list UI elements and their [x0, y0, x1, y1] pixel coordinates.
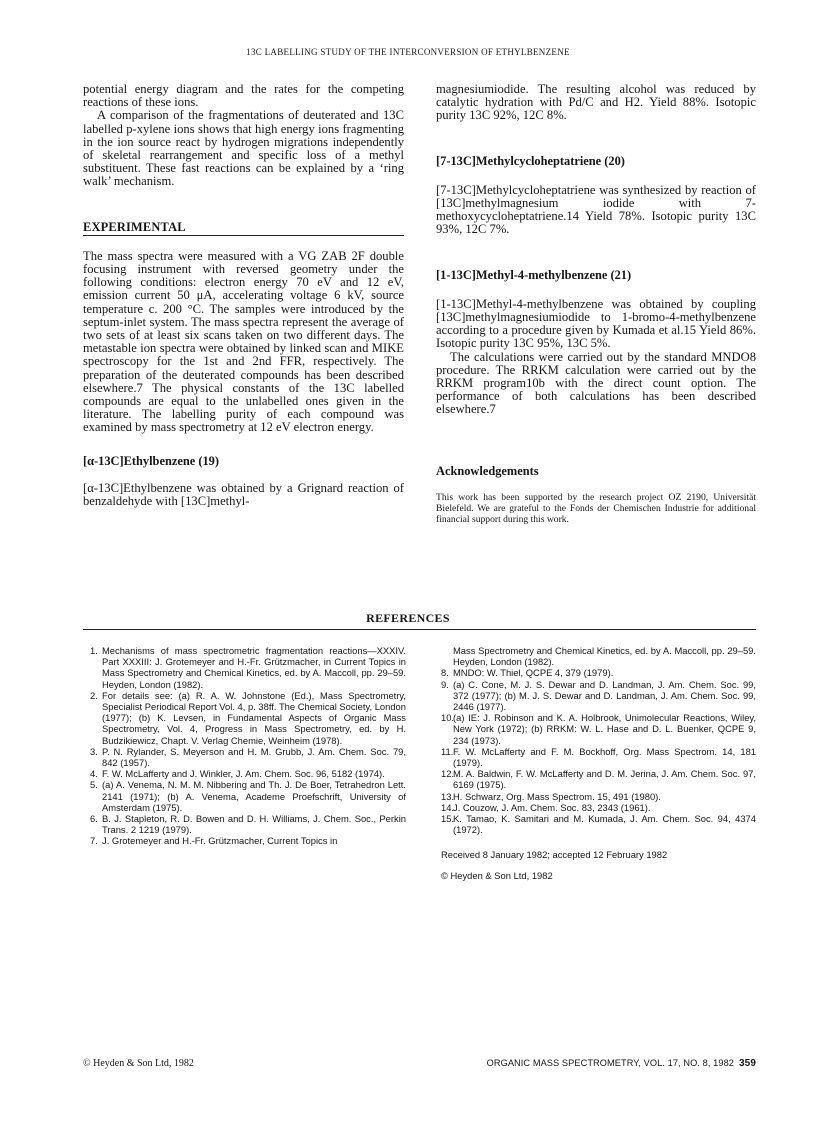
acknowledgements-text: This work has been supported by the research project OZ 2190, Universität Bielefeld. We are grateful to the Fonds der Chemischen Industrie for additional financial support during this work.: [436, 491, 756, 526]
reference-item: 5. (a) A. Venema, N. M. M. Nibbering and Th. J. De Boer, Tetrahedron Lett. 2141 (1971); (b) A. Venema, Academe Proefschrift, University of Amsterdam (1975).: [90, 779, 406, 813]
divider: [83, 629, 756, 630]
paragraph: [α-13C]Ethylbenzene was obtained by a Grignard reaction of benzaldehyde with [13C]methyl-: [83, 480, 404, 509]
reference-item: 8. MNDO: W. Thiel, QCPE 4, 379 (1979).: [441, 667, 614, 679]
page-number: 359: [739, 1058, 756, 1069]
journal-citation: ORGANIC MASS SPECTROMETRY, VOL. 17, NO. 8, 1982: [486, 1058, 734, 1068]
paragraph: [1-13C]Methyl-4-methylbenzene was obtained by coupling [13C]methylmagnesiumiodide to 1-bromo-4-methylbenzene according to a procedure given by Kumada et al.15 Yield 86%. Isotopic purity 13C 95%, 13C 5%.: [436, 296, 756, 351]
copyright-line: © Heyden & Son Ltd, 1982: [441, 870, 553, 882]
reference-item: 9. (a) C. Cone, M. J. S. Dewar and D. Landman, J. Am. Chem. Soc. 99, 372 (1977); (b) M. J. S. Dewar and D. Landman, J. Am. Chem. Soc. 99, 2446 (1977).: [441, 678, 756, 713]
experimental-heading: EXPERIMENTAL: [83, 221, 404, 236]
received-date: Received 8 January 1982; accepted 12 February 1982: [441, 849, 668, 861]
references-title: REFERENCES: [366, 611, 450, 625]
paragraph: magnesiumiodide. The resulting alcohol was reduced by catalytic hydration with Pd/C and H2. Yield 88%. Isotopic purity 13C 92%, 12C 8%.: [436, 82, 756, 123]
reference-item: 12.M. A. Baldwin, F. W. McLafferty and D. M. Jerina, J. Am. Chem. Soc. 97, 6169 (1975).: [441, 768, 756, 791]
reference-item: 13.H. Schwarz, Org. Mass Spectrom. 15, 491 (1980).: [441, 790, 661, 802]
acknowledgements-heading: Acknowledgements: [436, 463, 539, 478]
reference-item: 1. Mechanisms of mass spectrometric fragmentation reactions—XXXIV. Part XXXIII: J. Grotemeyer and H.-Fr. Grützmacher, in Current Topics in Mass Spectrometry and Chemical Kinetics, ed. by A. Maccoll, pp. 29–59. Heyden, London (1982).: [90, 645, 406, 690]
paragraph: [7-13C]Methylcycloheptatriene was synthesized by reaction of [13C]methylmagnesium iodide with 7-methoxycycloheptatriene.14 Yield 78%. Isotopic purity 13C 93%, 12C 7%.: [436, 182, 756, 237]
reference-continuation: Mass Spectrometry and Chemical Kinetics, ed. by A. Maccoll, pp. 29–59. Heyden, London (1982).: [453, 645, 756, 668]
reference-item: 4. F. W. McLafferty and J. Winkler, J. Am. Chem. Soc. 96, 5182 (1974).: [90, 768, 385, 780]
reference-item: 14.J. Couzow, J. Am. Chem. Soc. 83, 2343 (1961).: [441, 801, 651, 813]
section-heading-methylbenzene: [1-13C]Methyl-4-methylbenzene (21): [436, 267, 632, 282]
paragraph: A comparison of the fragmentations of deuterated and 13C labelled p-xylene ions shows that high energy ions fragmenting in the ion source react by hydrogen migrations independently of skeletal rearrangement and specific loss of a methyl substituent. These fast reactions can be explained by a ‘ring walk’ mechanism.: [83, 108, 404, 189]
reference-item: 11.F. W. McLafferty and F. M. Bockhoff, Org. Mass Spectrom. 14, 181 (1979).: [441, 745, 756, 769]
references-left-column: [90, 645, 406, 847]
reference-item: 2. For details see: (a) R. A. W. Johnstone (Ed.), Mass Spectrometry, Specialist Periodical Report Vol. 4, p. 38ff. The Chemical Society, London (1977); (b) K. Levsen, in Fundamental Aspects of Organic Mass Spectrometry, Vol. 4, Progress in Mass Spectrometry, ed. by H. Budzikiewicz, Chapt. V. Verlag Chemie, Weinheim (1978).: [90, 689, 406, 746]
running-header: 13C LABELLING STUDY OF THE INTERCONVERSION OF ETHYLBENZENE: [246, 47, 570, 57]
reference-item: 15.K. Tamao, K. Samitari and M. Kumada, J. Am. Chem. Soc. 94, 4374 (1972).: [441, 813, 756, 836]
reference-item: 7. J. Grotemeyer and H.-Fr. Grützmacher, Current Topics in: [90, 835, 338, 847]
experimental-paragraph: The mass spectra were measured with a VG ZAB 2F double focusing instrument with reversed geometry under the following conditions: electron energy 70 eV and 12 eV, emission current 50 μA, accelerating voltage 6 kV, source temperature c. 200 °C. The samples were introduced by the septum-inlet system. The mass spectra represent the average of two sets of at least six scans taken on two different days. The metastable ion spectra were obtained by linked scan and MIKE spectroscopy for the 1st and 2nd FFR, respectively. The preparation of the deuterated compounds has been described elsewhere.7 The physical constants of the 13C labelled compounds are equal to the unlabelled ones given in the literature. The labelling purity of each compound was examined by mass spectrometry at 12 eV electron energy.: [83, 248, 404, 435]
footer-copyright: © Heyden & Son Ltd, 1982: [83, 1058, 194, 1069]
reference-item: 3. P. N. Rylander, S. Meyerson and H. M. Grubb, J. Am. Chem. Soc. 79, 842 (1957).: [90, 745, 406, 769]
section-heading-methylcycloheptatriene: [7-13C]Methylcycloheptatriene (20): [436, 153, 625, 168]
section-heading-ethylbenzene: [α-13C]Ethylbenzene (19): [83, 453, 219, 468]
paragraph: potential energy diagram and the rates for the competing reactions of these ions.: [83, 82, 404, 110]
right-column: [436, 83, 756, 525]
references-right-column: [441, 645, 756, 891]
reference-item: 10.(a) IE: J. Robinson and K. A. Holbrook, Unimolecular Reactions, Wiley, New York (1972); (b) RRKM: W. L. Hase and D. L. Buenker, QCPE 9, 234 (1973).: [441, 712, 756, 746]
reference-item: 6. B. J. Stapleton, R. D. Bowen and D. H. Williams, J. Chem. Soc., Perkin Trans. 2 1219 (1979).: [90, 813, 406, 836]
left-column: [83, 83, 404, 508]
footer-journal: [487, 1058, 756, 1069]
paragraph: The calculations were carried out by the standard MNDO8 procedure. The RRKM calculation were carried out by the RRKM program10b with the direct count option. The performance of both calculations has been described elsewhere.7: [436, 349, 756, 417]
